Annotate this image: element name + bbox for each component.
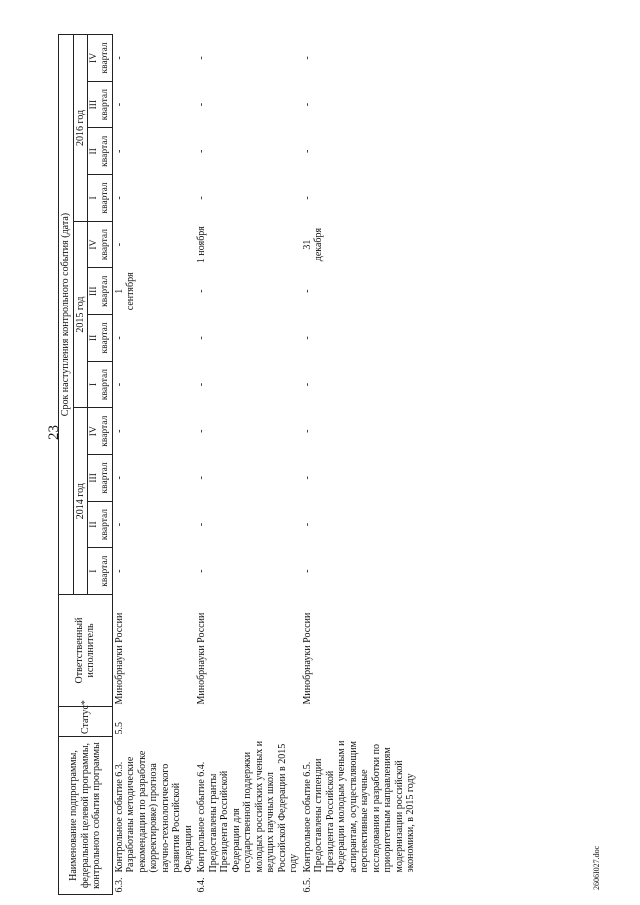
- quarter-roman: I: [89, 382, 99, 387]
- event-name: Контрольное событие 6.4. Предоставлены гранты Президента Российской Федерации для государственной поддержки молодых российских ученых и ведущих научных школ Российской Федерации в 2015 году: [196, 740, 300, 873]
- table-row: [301, 35, 418, 895]
- deadline-cell: -: [196, 336, 208, 340]
- quarter-roman: III: [89, 286, 99, 296]
- event-number: 6.5.: [301, 877, 313, 893]
- status-cell: [301, 707, 418, 737]
- quarter-word: квартал: [99, 275, 110, 307]
- header-quarter: [88, 455, 113, 502]
- deadline-cell: -: [301, 196, 313, 200]
- deadline-cell: -: [113, 196, 125, 200]
- deadline-cell: -: [301, 149, 313, 153]
- rotated-table-container: [58, 35, 620, 895]
- quarter-word: квартал: [99, 508, 110, 541]
- responsible-cell: Минобрнауки России: [113, 612, 125, 705]
- control-events-table: [58, 34, 418, 895]
- deadline-cell: -: [301, 522, 313, 527]
- deadline-cell: 1 сентября: [113, 272, 137, 311]
- responsible-cell: Минобрнауки России: [301, 612, 313, 705]
- quarter-word: квартал: [99, 555, 110, 587]
- status-cell: [195, 707, 301, 737]
- deadline-cell: -: [113, 522, 125, 527]
- quarter-word: квартал: [99, 229, 110, 261]
- quarter-roman: II: [89, 148, 99, 155]
- deadline-cell: 1 ноября: [196, 226, 208, 264]
- deadline-cell: -: [196, 196, 208, 200]
- deadline-cell: -: [113, 429, 125, 433]
- header-quarter: [88, 315, 113, 362]
- table-row: [195, 35, 301, 895]
- quarter-word: квартал: [99, 462, 110, 494]
- deadline-cell: -: [301, 56, 313, 60]
- quarter-word: квартал: [99, 415, 110, 447]
- deadline-cell: -: [113, 56, 125, 60]
- deadline-cell: -: [301, 569, 313, 573]
- deadline-cell: -: [196, 522, 208, 527]
- table-body: [112, 35, 418, 895]
- event-number: 6.3.: [113, 877, 125, 893]
- header-deadline: Срок наступления контрольного события (дата): [59, 35, 74, 595]
- deadline-cell: -: [196, 429, 208, 433]
- header-status: Статус*: [59, 707, 113, 737]
- responsible-cell: Минобрнауки России: [196, 612, 208, 705]
- quarter-word: квартал: [99, 135, 110, 167]
- deadline-cell: -: [113, 242, 125, 247]
- deadline-cell: 31 декабря: [301, 227, 325, 262]
- header-quarter: [88, 361, 113, 408]
- header-quarter: [88, 501, 113, 548]
- deadline-cell: -: [196, 102, 208, 107]
- quarter-roman: IV: [89, 52, 99, 63]
- deadline-cell: -: [196, 569, 208, 573]
- quarter-word: квартал: [99, 368, 110, 401]
- deadline-cell: -: [113, 336, 125, 340]
- deadline-cell: -: [196, 56, 208, 60]
- header-quarter: [88, 221, 113, 268]
- deadline-cell: -: [196, 149, 208, 153]
- deadline-cell: -: [196, 382, 208, 387]
- table-row: [112, 35, 195, 895]
- quarter-roman: III: [89, 99, 99, 110]
- quarter-roman: IV: [89, 426, 99, 437]
- deadline-cell: -: [196, 289, 208, 293]
- header-quarter: [88, 548, 113, 595]
- event-name: Контрольное событие 6.5. Предоставлены стипендии Президента Российской Федерации молодым ученым и аспирантам, осуществляющим перспективные научные исследования и разработки по приоритетным направлениям модернизации российской экономики, в 2015 году: [301, 740, 417, 873]
- deadline-cell: -: [113, 149, 125, 153]
- event-name-cell: [195, 737, 301, 895]
- deadline-cell: -: [301, 476, 313, 480]
- header-quarter: [88, 35, 113, 82]
- quarter-roman: II: [89, 334, 99, 342]
- header-quarter: [88, 175, 113, 222]
- header-year: 2016 год: [73, 35, 88, 222]
- event-number: 6.4.: [196, 877, 208, 893]
- status-cell: 5.5: [113, 722, 125, 735]
- header-year: 2015 год: [73, 221, 88, 408]
- deadline-cell: -: [113, 476, 125, 480]
- header-year: 2014 год: [73, 408, 88, 595]
- quarter-word: квартал: [99, 322, 110, 354]
- quarter-word: квартал: [99, 182, 110, 214]
- deadline-cell: -: [301, 382, 313, 387]
- event-name-cell: [301, 737, 418, 895]
- page-number: 23: [46, 425, 62, 440]
- header-quarter: [88, 81, 113, 128]
- quarter-roman: II: [89, 521, 99, 528]
- event-name: Контрольное событие 6.3. Разработаны методические рекомендации по разработке (корректировке) прогноза научно-технологического развития Российской Федерации: [113, 750, 194, 873]
- table-header: [59, 35, 113, 895]
- header-name: Наименование подпрограммы, федеральной целевой программы, контрольного события программы: [59, 737, 113, 895]
- deadline-cell: -: [113, 102, 125, 107]
- deadline-cell: -: [301, 429, 313, 433]
- quarter-word: квартал: [99, 89, 110, 121]
- header-quarter: [88, 128, 113, 175]
- deadline-cell: -: [113, 382, 125, 387]
- document-code: 2606I027.doc: [592, 845, 601, 890]
- deadline-cell: -: [113, 569, 125, 573]
- event-name-cell: [112, 737, 195, 895]
- quarter-word: квартал: [99, 42, 110, 74]
- header-quarter: [88, 408, 113, 455]
- header-responsible: Ответственный исполнитель: [59, 595, 113, 707]
- deadline-cell: -: [301, 336, 313, 340]
- deadline-cell: -: [301, 289, 313, 293]
- quarter-roman: I: [89, 196, 99, 200]
- quarter-roman: IV: [89, 239, 99, 250]
- deadline-cell: -: [196, 476, 208, 480]
- quarter-roman: III: [89, 473, 99, 483]
- header-quarter: [88, 268, 113, 315]
- deadline-cell: -: [301, 102, 313, 107]
- quarter-roman: I: [89, 569, 99, 573]
